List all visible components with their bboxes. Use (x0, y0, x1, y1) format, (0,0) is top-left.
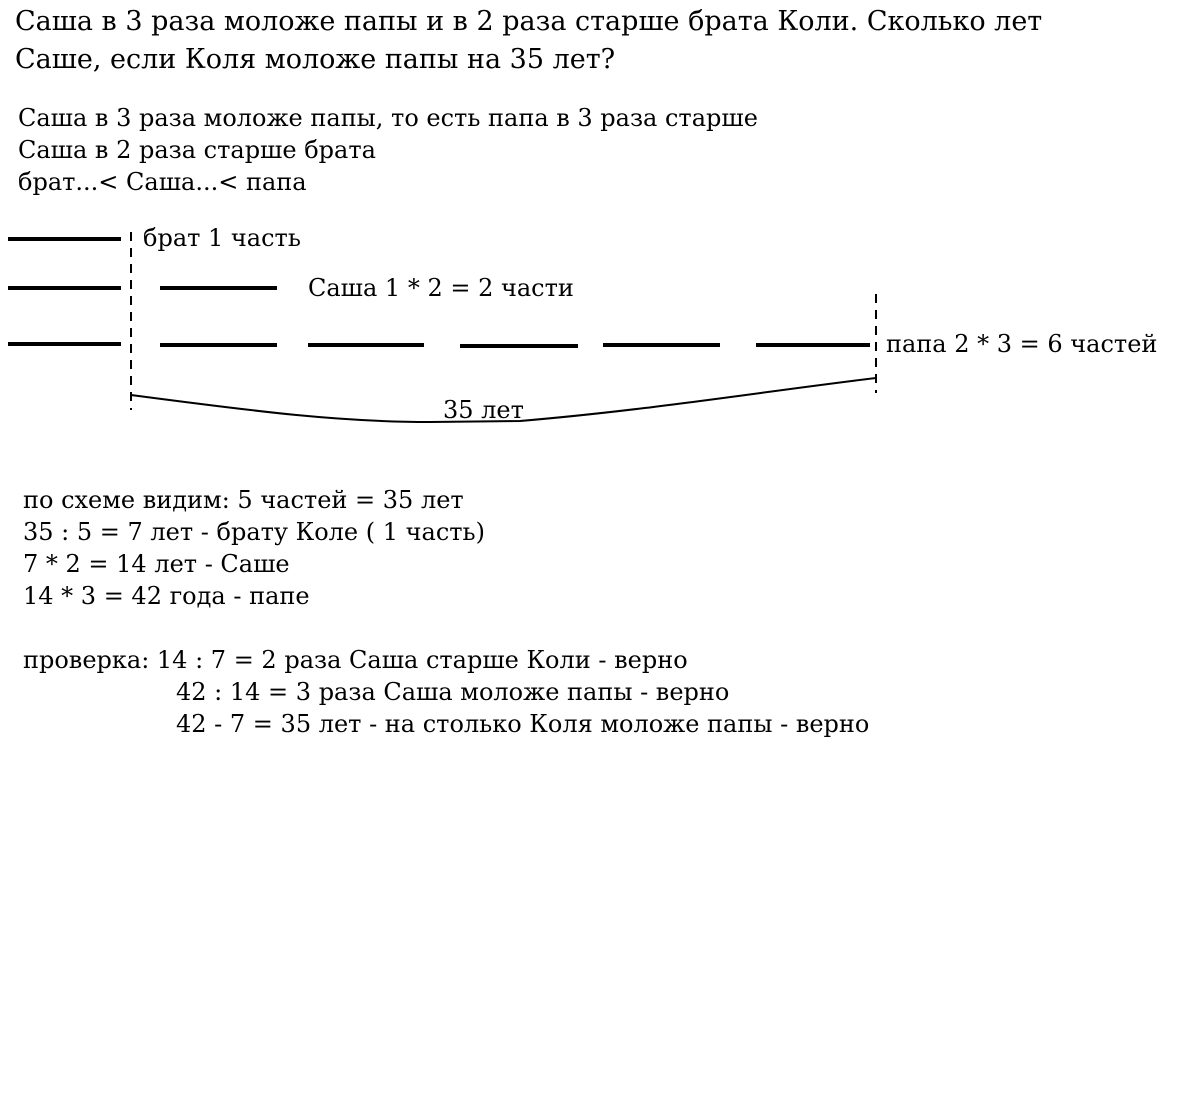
papa-label: папа 2 * 3 = 6 частей (886, 330, 1158, 358)
check-line-2: 42 : 14 = 3 раза Саша моложе папы - верно (176, 678, 730, 706)
segment-scheme (0, 0, 1186, 440)
problem-line-1: Саша в 3 раза моложе папы и в 2 раза старше брата Коли. Сколько лет (15, 6, 1043, 37)
check-line-3: 42 - 7 = 35 лет - на столько Коля моложе папы - верно (176, 710, 870, 738)
problem-line-2: Саше, если Коля моложе папы на 35 лет? (15, 44, 616, 75)
reasoning-line-2: Саша в 2 раза старше брата (18, 136, 376, 164)
solution-line-4: 14 * 3 = 42 года - папе (23, 582, 310, 610)
brother-label: брат 1 часть (143, 224, 301, 252)
reasoning-line-1: Саша в 3 раза моложе папы, то есть папа в 3 раза старше (18, 104, 758, 132)
sasha-label: Саша 1 * 2 = 2 части (308, 274, 574, 302)
solution-line-2: 35 : 5 = 7 лет - брату Коле ( 1 часть) (23, 518, 485, 546)
solution-line-1: по схеме видим: 5 частей = 35 лет (23, 486, 464, 514)
check-line-1: проверка: 14 : 7 = 2 раза Саша старше Коли - верно (23, 646, 688, 674)
reasoning-line-3: брат...< Саша...< папа (18, 168, 307, 196)
brace-label: 35 лет (443, 396, 524, 424)
solution-line-3: 7 * 2 = 14 лет - Саше (23, 550, 290, 578)
